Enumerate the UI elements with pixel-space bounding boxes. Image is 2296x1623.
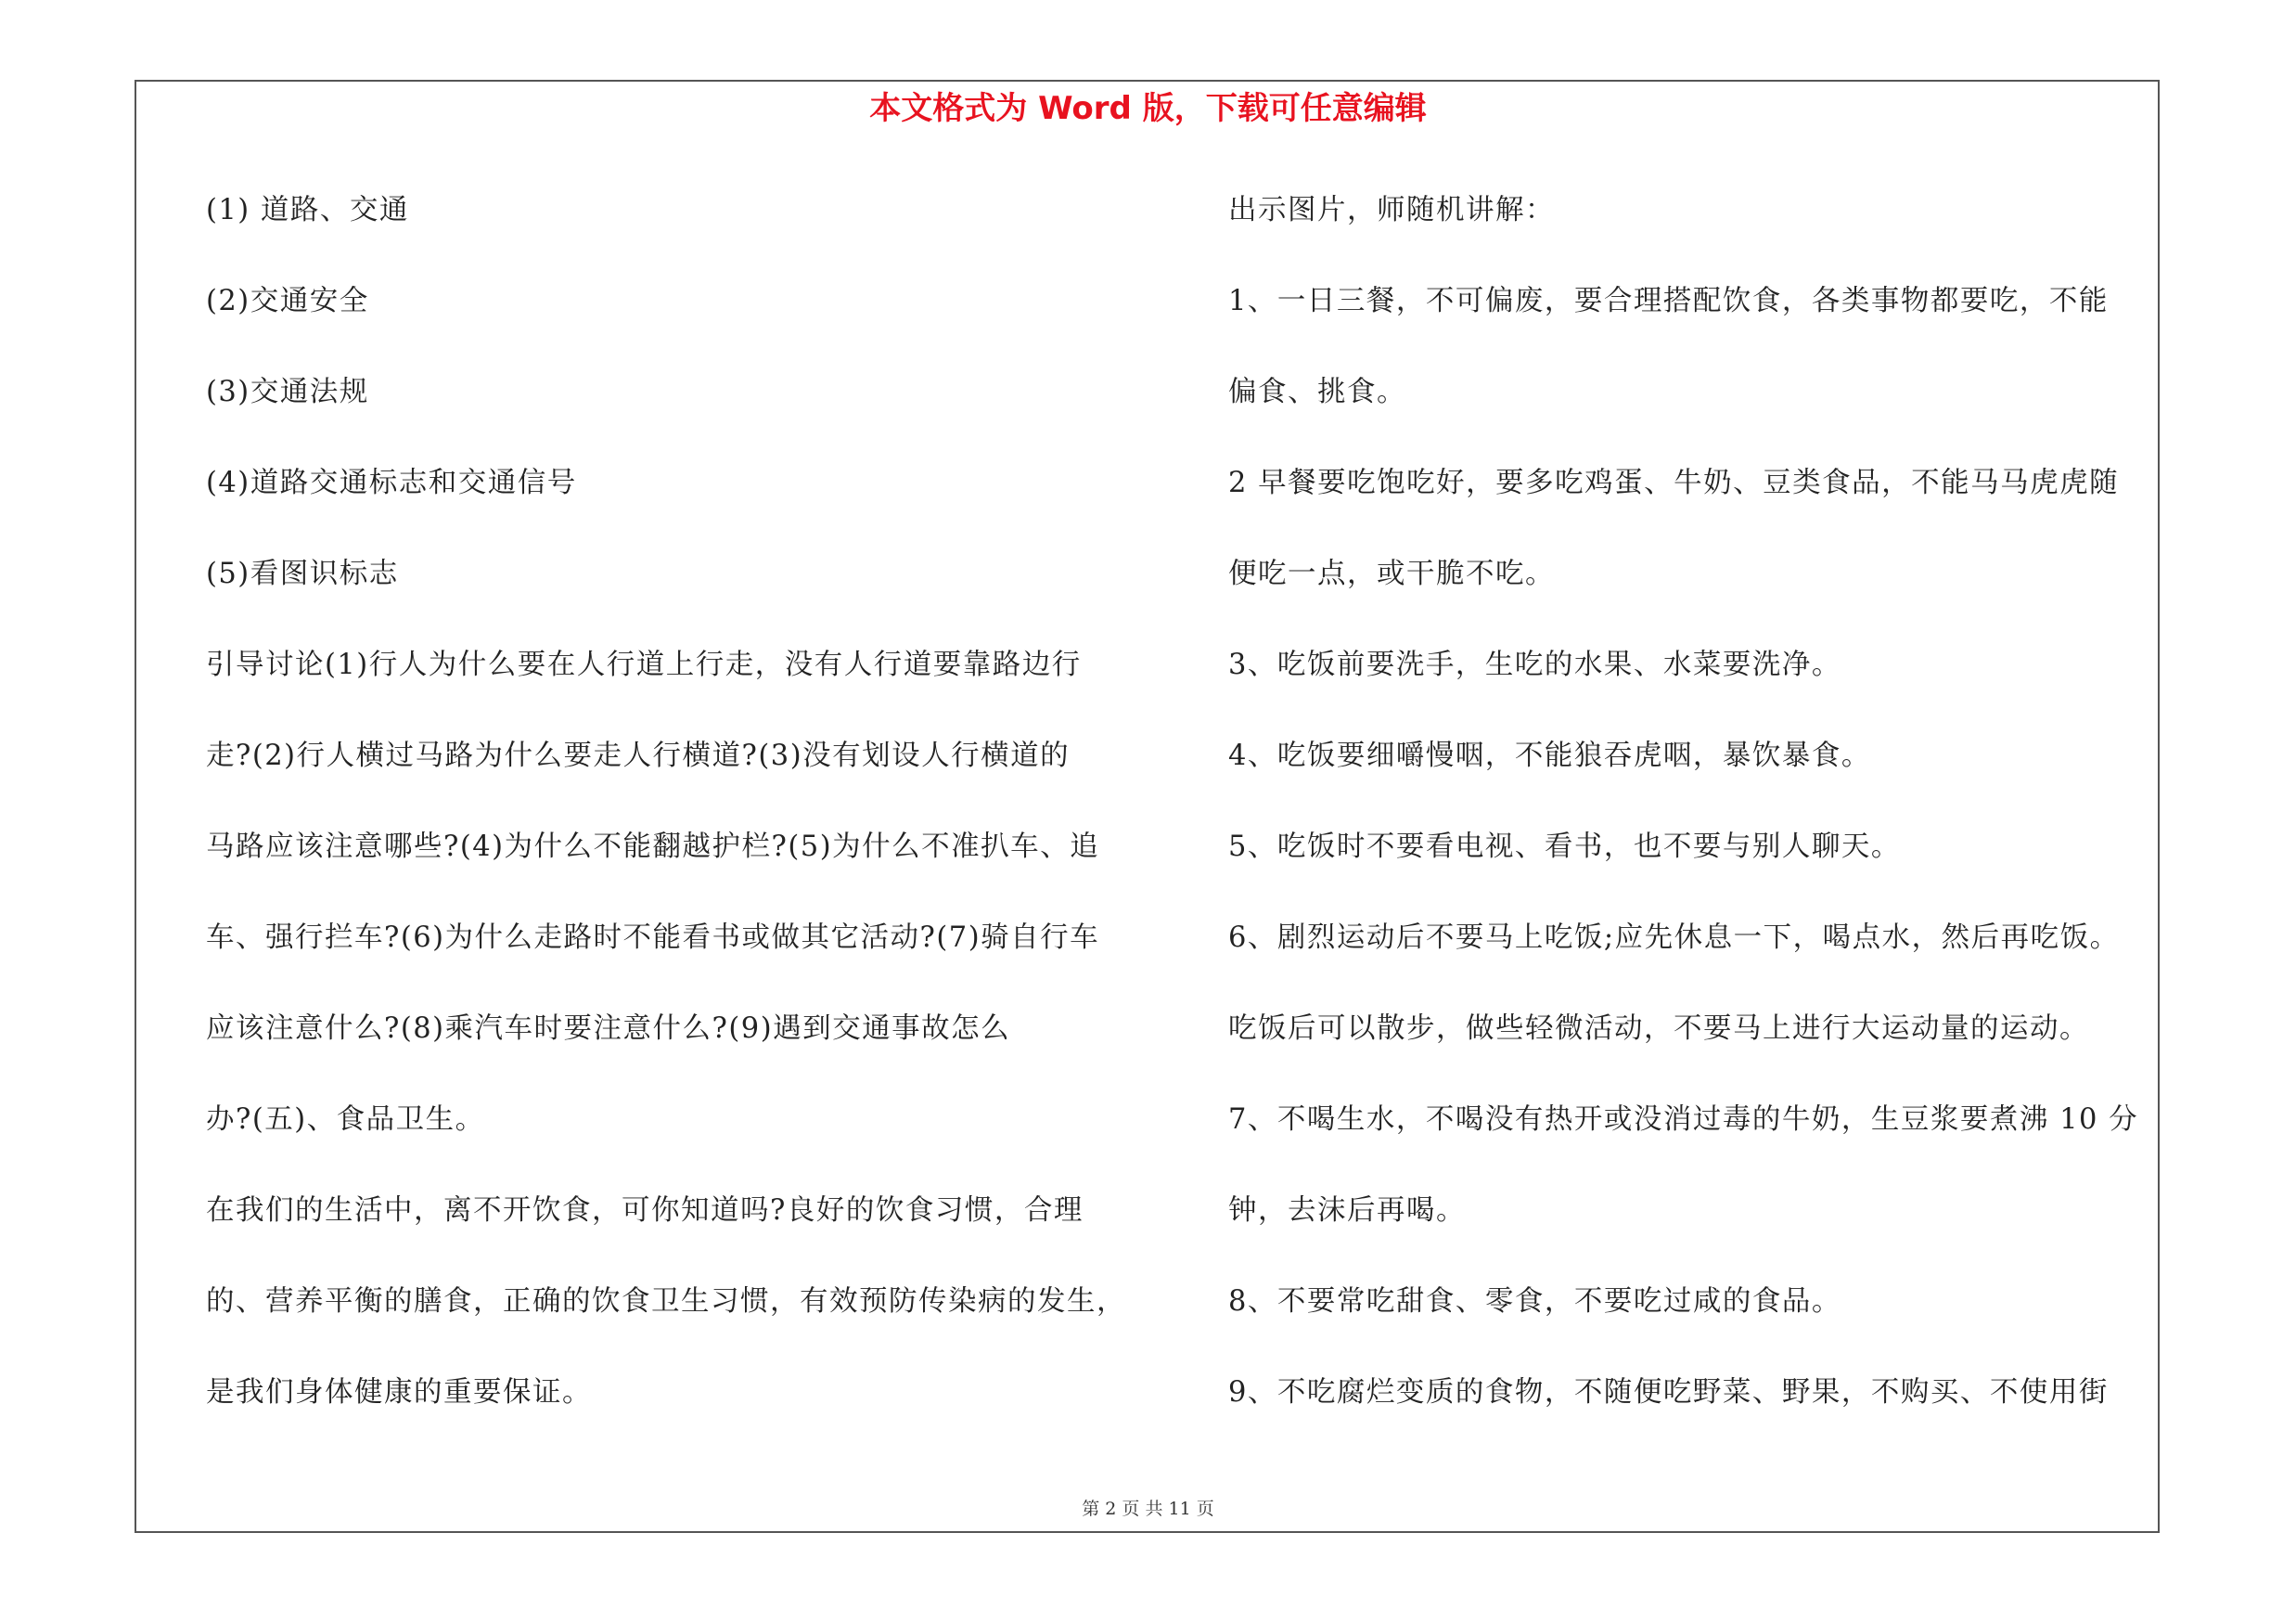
- text-line: 在我们的生活中，离不开饮食，可你知道吗?良好的饮食习惯，合理: [206, 1194, 1084, 1227]
- editable-notice-banner: 本文格式为 Word 版，下载可任意编辑: [869, 90, 1427, 127]
- text-line: 7、不喝生水，不喝没有热开或没消过毒的牛奶，生豆浆要煮沸 10 分: [1228, 1103, 2139, 1136]
- right-column: [1228, 184, 2184, 1457]
- text-line: (1) 道路、交通: [206, 194, 409, 226]
- text-line: 偏食、挑食。: [1228, 376, 1406, 408]
- text-line: 5、吃饭时不要看电视、看书，也不要与别人聊天。: [1228, 831, 1901, 863]
- text-line: 3、吃饭前要洗手，生吃的水果、水菜要洗净。: [1228, 649, 1841, 681]
- page-number-footer: 第 2 页 共 11 页: [1082, 1499, 1214, 1519]
- text-line: 1、一日三餐，不可偏废，要合理搭配饮食，各类事物都要吃，不能: [1228, 285, 2109, 317]
- text-line: 4、吃饭要细嚼慢咽，不能狼吞虎咽，暴饮暴食。: [1228, 740, 1871, 772]
- text-line: 引导讨论(1)行人为什么要在人行道上行走，没有人行道要靠路边行: [206, 649, 1082, 681]
- text-line: (3)交通法规: [206, 376, 369, 408]
- text-line: (2)交通安全: [206, 285, 369, 317]
- text-line: 2 早餐要吃饱吃好，要多吃鸡蛋、牛奶、豆类食品，不能马马虎虎随: [1228, 467, 2120, 499]
- text-line: 马路应该注意哪些?(4)为什么不能翻越护栏?(5)为什么不准扒车、追: [206, 831, 1100, 863]
- text-line: (5)看图识标志: [206, 558, 399, 590]
- text-line: 走?(2)行人横过马路为什么要走人行横道?(3)没有划设人行横道的: [206, 740, 1071, 772]
- text-line: (4)道路交通标志和交通信号: [206, 467, 577, 499]
- text-line: 车、强行拦车?(6)为什么走路时不能看书或做其它活动?(7)骑自行车: [206, 921, 1100, 954]
- left-column: [206, 184, 1152, 1457]
- text-line: 钟，去沫后再喝。: [1228, 1194, 1466, 1227]
- text-line: 9、不吃腐烂变质的食物，不随便吃野菜、野果，不购买、不使用街: [1228, 1376, 2109, 1409]
- text-line: 应该注意什么?(8)乘汽车时要注意什么?(9)遇到交通事故怎么: [206, 1012, 1011, 1045]
- text-line: 出示图片，师随机讲解：: [1228, 194, 1555, 226]
- text-line: 是我们身体健康的重要保证。: [206, 1376, 592, 1409]
- text-line: 6、剧烈运动后不要马上吃饭;应先休息一下，喝点水，然后再吃饭。: [1228, 921, 2120, 954]
- text-line: 便吃一点，或干脆不吃。: [1228, 558, 1555, 590]
- text-line: 8、不要常吃甜食、零食，不要吃过咸的食品。: [1228, 1285, 1841, 1318]
- text-line: 办?(五)、食品卫生。: [206, 1103, 485, 1136]
- text-line: 吃饭后可以散步，做些轻微活动，不要马上进行大运动量的运动。: [1228, 1012, 2089, 1045]
- text-line: 的、营养平衡的膳食，正确的饮食卫生习惯，有效预防传染病的发生，: [206, 1285, 1126, 1318]
